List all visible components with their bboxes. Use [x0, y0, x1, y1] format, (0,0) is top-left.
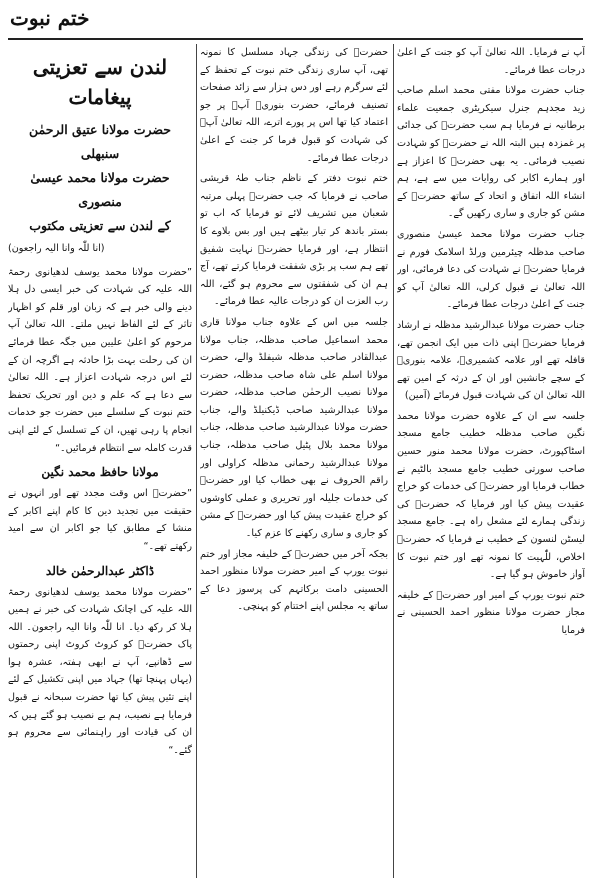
- article-paragraph: جناب حضرت مولانا محمد عیسیٰ منصوری صاحب مدظلہ چیئرمین ورلڈ اسلامک فورم نے فرمایا حضرتؒ نے شہادت کی دعا فرمائی، اور اللہ تعالیٰ نے قبول کرلی، اللہ تعالیٰ آپ کو جنت کے اعلیٰ درجات عطا فرمائے۔: [397, 228, 585, 311]
- column-divider: [196, 44, 197, 878]
- column-left: [8, 44, 192, 880]
- article-paragraph: جلسہ میں اس کے علاوہ جناب مولانا قاری محمد اسماعیل صاحب مدظلہ، جناب مولانا عبدالقادر صاحب مدظلہ شیفلڈ والے، حضرت مولانا اسلم علی شاہ صاحب مدظلہ، حضرت مولانا نصیب الرحمٰن صاحب مدظلہ، حضرت مولانا عبدالرشید صاحب ڈیکنیلڈ والے، جناب حضرت مولانا عبدالرشید صاحب مدظلہ، جناب مولانا محمد بلال پٹیل صاحب مدظلہ، جناب مولانا عبدالرشید رحمانی مدظلہ کراولی اور راقم الحروف نے بھی خطاب کیا اور حضرتؒ کی خدمات جلیلہ اور تحریری و عملی کاوشوں کو خراج عقیدت پیش کیا اور حضرتؒ کے مشن کو جاری و ساری رکھنے کا عزم کیا۔: [200, 316, 388, 540]
- article-paragraph: ”حضرتؒ اس وقت مجدد تھے اور انہوں نے حقیقت میں تجدید دین کا کام اپنے اکابر کے منشا کے مطابق کیا جو اکابر ان سے امید رکھتے تھے۔“: [8, 488, 192, 552]
- article-paragraph: بجکہ آخر میں حضرتؒ کے خلیفہ مجاز اور ختم نبوت یورپ کے امیر حضرت مولانا منظور احمد الحسینی دامت برکاتہم کی پرسوز دعا کے ساتھ یہ مجلس اپنے اختتام کو پہنچی۔: [200, 548, 388, 613]
- article-headline: لندن سے تعزیتی پیغامات: [32, 55, 168, 109]
- article-paragraph: جناب حضرت مولانا مفتی محمد اسلم صاحب زید مجدہم جنرل سیکریٹری جمعیت علماء برطانیہ نے فرمایا ہم سب حضرتؒ کی جدائی پر غمزدہ ہیں البتہ اللہ نے حضرتؒ کو شہادت نصیب فرمائی۔ یہ بھی حضرتؒ کا اعزاز ہے اور ہمارے اکابر کی روایات میں سے ہے، ہم انشاء اللہ اتفاق و اتحاد کے ساتھ حضرتؒ کے مشن کو جاری و ساری رکھیں گے۔: [397, 85, 585, 220]
- article-paragraph: آپ نے فرمایا۔ اللہ تعالیٰ آپ کو جنت کے اعلیٰ درجات عطا فرمائے۔: [397, 47, 585, 76]
- article-paragraph: ختم نبوت یورپ کے امیر اور حضرتؒ کے خلیفہ مجاز حضرت مولانا منظور احمد الحسینی نے فرمایا: [397, 589, 585, 636]
- byline: مولانا حافظ محمد نگین: [41, 465, 159, 480]
- article-subheading: کے لندن سے تعزیتی مکتوب: [29, 218, 171, 233]
- article-paragraph: حضرتؒ کی زندگی جہاد مسلسل کا نمونہ تھی، آپ ساری زندگی ختم نبوت کے تحفظ کے لئے سرگرم رہے اور دس ہزار سے زائد صفحات تصنیف فرمائے، حضرت بنوریؒ آپؒ پر جو اعتماد کیا تھا اس پر پورے اترے، اللہ تعالیٰ آپؒ کی شہادت کو قبول فرما کر جنت کے اعلیٰ درجات عطا فرمائے۔: [200, 47, 388, 164]
- article-subheading: حضرت مولانا عتیق الرحمٰن سنبھلی: [29, 122, 171, 161]
- article-subheading: حضرت مولانا محمد عیسیٰ منصوری: [30, 170, 170, 209]
- column-middle: [200, 44, 388, 880]
- byline: ڈاکٹر عبدالرحمٰن خالد: [45, 563, 155, 578]
- masthead: [8, 4, 583, 40]
- column-divider: [393, 44, 394, 878]
- khatm-e-nubuwwat-logo: ختم نبوت: [10, 6, 90, 30]
- dua-line: (انا للّٰہ وانا الیہ راجعون): [8, 243, 105, 254]
- article-paragraph: ”حضرت مولانا محمد یوسف لدھیانوی رحمۃ اللہ علیہ کی شہادت کی خبر ایسی دل ہلا دینے والی خبر ہے کہ زبان اور قلم کو اظہار تاثر کے لئے الفاظ نہیں ملتے۔ اللہ تعالیٰ آپ مرحوم کو اعلیٰ علیین میں جگہ عطا فرمائے ان کی رحلت بہت بڑا حادثہ ہے اگرچہ ان کے لئے اس درجہ شہادت اعزاز ہے۔ اللہ تعالیٰ سے دعا ہے کہ علم و دین اور تحریک تحفظ ختم نبوت کے سلسلے میں حضرت جو خدمات انجام پا رہی تھیں، ان کے تسلسل کے لئے اپنی قدرت کاملہ سے انتظام فرمائیں۔“: [8, 266, 192, 454]
- article-paragraph: ختم نبوت دفتر کے ناظم جناب طہٰ قریشی صاحب نے فرمایا کہ جب حضرتؒ پہلی مرتبہ شعبان میں تشریف لائے تو فرمایا کہ اب تو بستر باندھ کر تیار بیٹھے ہیں اور بس بلاوے کا انتظار ہے، اور فرمایا حضرتؒ نہایت شفیق تھے ہم سب پر بڑی شفقت فرمایا کرتے تھے، آج ہم ان کی شفقتوں سے محروم ہو گئے، اللہ رب العزت ان کو درجات عالیہ عطا فرمائے۔: [200, 173, 388, 308]
- article-paragraph: ”حضرت مولانا محمد یوسف لدھیانوی رحمۃ اللہ علیہ کی اچانک شہادت کی خبر نے ہمیں ہلا کر رکھ دیا۔ انا للّٰہ وانا الیہ راجعون۔ اللہ پاک حضرتؒ کو کروٹ کروٹ اپنی رحمتوں سے ڈھانپے، آپ نے ابھی ہفتہ، عشرہ ہوا (یہاں پہنچا تھا) جہاد میں اپنی تکشیل کے لئے اپنے تئیں پیش کیا تھا حضرت سبحانہ نے قبول فرمایا ہے نصیب، ہم بے نصیب ہو گئے ہیں کہ ان کی قیادت اور راہنمائی سے محروم ہو گئے۔“: [8, 586, 192, 756]
- article-paragraph: جناب حضرت مولانا عبدالرشید مدظلہ نے ارشاد فرمایا حضرتؒ اپنی ذات میں ایک انجمن تھے، قافلہ تھے اور علامہ کشمیریؒ، علامہ بنوریؒ کے سچے جانشین اور ان کے درثہ کے امین تھے اللہ تعالیٰ ان کی شہادت قبول فرمائے (آمین): [397, 319, 585, 402]
- article-paragraph: جلسہ سے ان کے علاوہ حضرت مولانا محمد نگین صاحب مدظلہ خطیب جامع مسجد اسٹاکپورٹ، حضرت مولانا محمد منور حسین صاحب سورتی خطیب جامع مسجد بالٹیم نے خطاب فرمایا اور حضرتؒ کی خدمات کو خراج عقیدت پیش کیا اور فرمایا کہ حضرتؒ کی زندگی ہمارے لئے مشعل راہ ہے۔ جامع مسجد لیسٹن لنسون کے خطیب نے فرمایا کہ حضرتؒ اخلاص، للّٰہیت کا نمونہ تھے اور ختم نبوت کا آواز خاموش ہو گیا ہے۔: [397, 410, 585, 581]
- column-right: [397, 44, 585, 880]
